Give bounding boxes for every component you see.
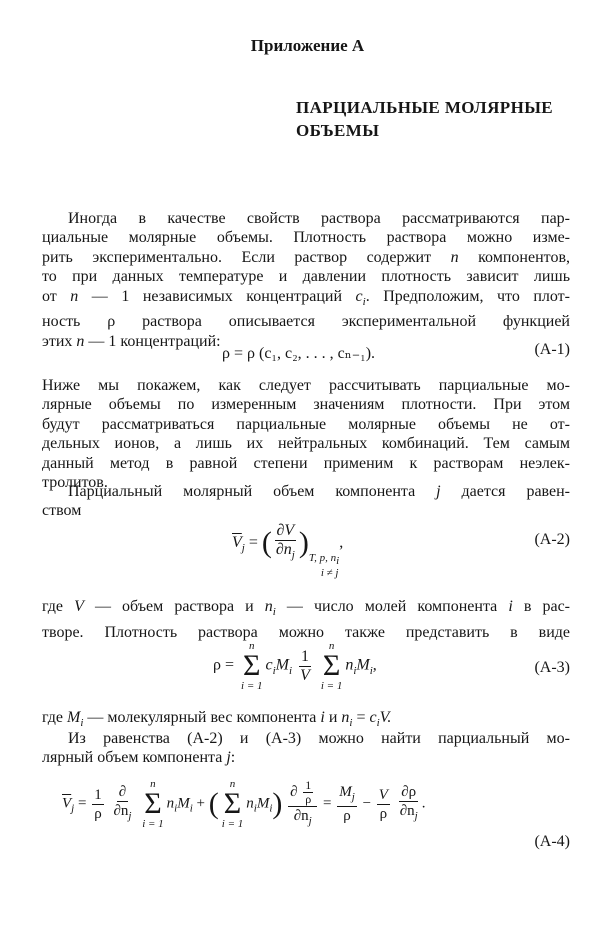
equation-a3: ρ = n Σ i = 1 $c_iM_i$ $\frac{1}{V}$ n Σ i = 1 $n_iM_i$, (213, 640, 377, 692)
text-line: будут рассматриваться парциальные молярные объемы не от- (42, 415, 570, 433)
text-line: где $M_i$ — молекулярный вес компонента i и $n_i = c_iV$. (42, 709, 392, 730)
text-line: Иногда в качестве свойств раствора рассматриваются пар- (68, 210, 570, 227)
text-line: Ниже мы покажем, как следует рассчитывать парциальные мо- (42, 377, 570, 394)
equation-number-a4: (А-4) (534, 833, 570, 850)
equation-number-a2: (А-2) (534, 531, 570, 548)
text-line: от n — 1 независимых концентраций $c_i$. Предположим, что плот- (42, 287, 570, 308)
text-line: лярные объемы по измеренным значениям плотности. При этом (42, 396, 570, 414)
text-line: этих n — 1 концентраций: (42, 332, 221, 350)
equation-number-a3: (А-3) (534, 659, 570, 676)
text-line: лярный объем компонента j: (42, 749, 236, 767)
chapter-title-line-2: ОБЪЕМЫ (296, 121, 380, 140)
paragraph-variables (42, 597, 570, 642)
paragraph-definition (42, 482, 570, 521)
text-line: ством (42, 502, 82, 520)
equation-a1: ρ = ρ (c₁, c₂, . . . , cₙ₋₁). (222, 345, 376, 362)
paragraph-derivation (42, 729, 570, 768)
text-line: Парциальный молярный объем компонента j дается равен- (68, 483, 570, 500)
paragraph-intro (42, 209, 570, 351)
text-line: где V — объем раствора и $n_i$ — число молей компонента i в рас- (42, 598, 571, 619)
text-line: творе. Плотность раствора можно также представить в виде (42, 623, 570, 641)
equation-number-a1: (А-1) (534, 341, 570, 358)
text-line: Из равенства (А-2) и (А-3) можно найти парциальный мо- (68, 730, 570, 747)
paragraph-method (42, 376, 570, 492)
chapter-title-line-1: ПАРЦИАЛЬНЫЕ МОЛЯРНЫЕ (296, 98, 554, 117)
appendix-label: Приложение А (250, 36, 365, 55)
text-line: циальные молярные объемы. Плотность раствора можно изме- (42, 229, 570, 247)
text-line: ность ρ раствора описывается экспериментальной функцией (42, 313, 570, 331)
equation-a2: $\overline{V}_j$ = ( $\frac{\partial V}{\partial n_j}$ ) T, p, $n_i$ i ≠ j , (232, 522, 344, 579)
equation-a4: $\overline{V}_j$ = $\frac{1}{\rho}$ $\frac{\partial}{\partial n_j}$ n Σ i = 1 $n_iM_i$ + ( n Σ i = 1 $n_iM_i$) ∂ $\frac{1}{\rho}$ $\partial n_j$ = $\frac{M_j}{\rho}$ − $\frac{V}{\rho}$ $\frac{\partial\rho}{\partial n_j}$ . (62, 777, 426, 830)
text-line: тролитов. (42, 474, 108, 492)
chapter-title (296, 96, 553, 142)
text-line: то при данных температуре и давлении плотность зависит лишь (42, 268, 570, 286)
text-line: данный метод в равной степени применим к растворам неэлек- (42, 454, 570, 472)
text-line: дельных ионов, а лишь их нейтральных комбинаций. Тем самым (42, 435, 570, 453)
text-line: рить экспериментально. Если раствор содержит n компонентов, (42, 248, 570, 266)
